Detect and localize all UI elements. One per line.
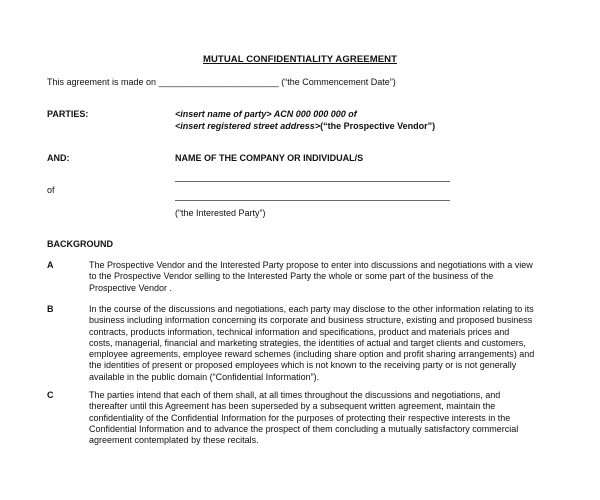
recital-b-line: employee agreements, employee reward schemes (including share option and profit sharing arrangements) and xyxy=(89,349,535,360)
company-name-blank-line[interactable] xyxy=(175,181,450,182)
commencement-line xyxy=(47,77,396,88)
recital-c-text xyxy=(89,390,561,446)
and-label: AND: xyxy=(47,153,70,163)
recital-b-line: the identities of present or proposed employees which is not known to the receiving party or is not generally xyxy=(89,360,517,371)
commencement-date-blank[interactable]: ________________________ xyxy=(158,77,279,87)
recital-b-letter: B xyxy=(47,304,54,314)
parties-label: PARTIES: xyxy=(47,109,89,119)
recital-c-line: The parties intend that each of them shall, at all times throughout the discussions and negotiations, and xyxy=(89,390,501,400)
commencement-date-label: (“the Commencement Date”) xyxy=(278,77,396,87)
interested-party-label: (“the Interested Party”) xyxy=(175,208,266,218)
agreement-title: MUTUAL CONFIDENTIALITY AGREEMENT xyxy=(202,54,398,65)
party-address-placeholder: <insert registered street address> xyxy=(175,121,321,131)
recital-b-line: business including information concerning its corporate and business structure, existing and proposed business xyxy=(89,315,533,326)
party-address-line xyxy=(175,121,435,132)
recital-a-text xyxy=(89,260,561,294)
recital-c-letter: C xyxy=(47,390,54,400)
recital-a-line: Prospective Vendor . xyxy=(89,282,173,293)
recital-a-line: to the Prospective Vendor selling to the Interested Party the whole or some part of the business of the xyxy=(89,271,494,282)
party-name-placeholder: <insert name of party> ACN 000 000 000 of xyxy=(175,109,357,119)
recital-c-line: thereafter until this Agreement has been superseded by a subsequent written agreement, maintain the xyxy=(89,401,496,412)
recital-c-line: agreement contemplated by these recitals. xyxy=(89,435,259,446)
company-heading: NAME OF THE COMPANY OR INDIVIDUAL/S xyxy=(175,153,364,163)
company-address-blank-line[interactable] xyxy=(175,200,450,201)
recital-b-line: In the course of the discussions and negotiations, each party may disclose to the other information relating to its xyxy=(89,304,534,314)
recital-c-line: confidentiality of the Confidential Information for the purposes of protecting their respective interests in the xyxy=(89,412,511,423)
of-label: of xyxy=(47,185,55,195)
recital-b-line: available in the public domain (“Confidential Information”). xyxy=(89,371,320,382)
recital-a-letter: A xyxy=(47,260,54,270)
made-on-prefix: This agreement is made on xyxy=(47,77,159,87)
prospective-vendor-label: (“the Prospective Vendor”) xyxy=(320,121,436,131)
recital-c-line: Confidential Information and to advance the prospect of them concluding a mutually satisfactory commercial xyxy=(89,423,519,434)
recital-b-line: costs, managerial, financial and marketing strategies, the identities of actual and target clients and customers, xyxy=(89,337,526,348)
recital-b-text xyxy=(89,304,561,383)
background-heading: BACKGROUND xyxy=(47,239,113,249)
recital-a-line: The Prospective Vendor and the Interested Party propose to enter into discussions and negotiations with a view xyxy=(89,260,533,270)
recital-b-line: contracts, products information, technical information and specifications, product and materials prices and xyxy=(89,326,510,337)
